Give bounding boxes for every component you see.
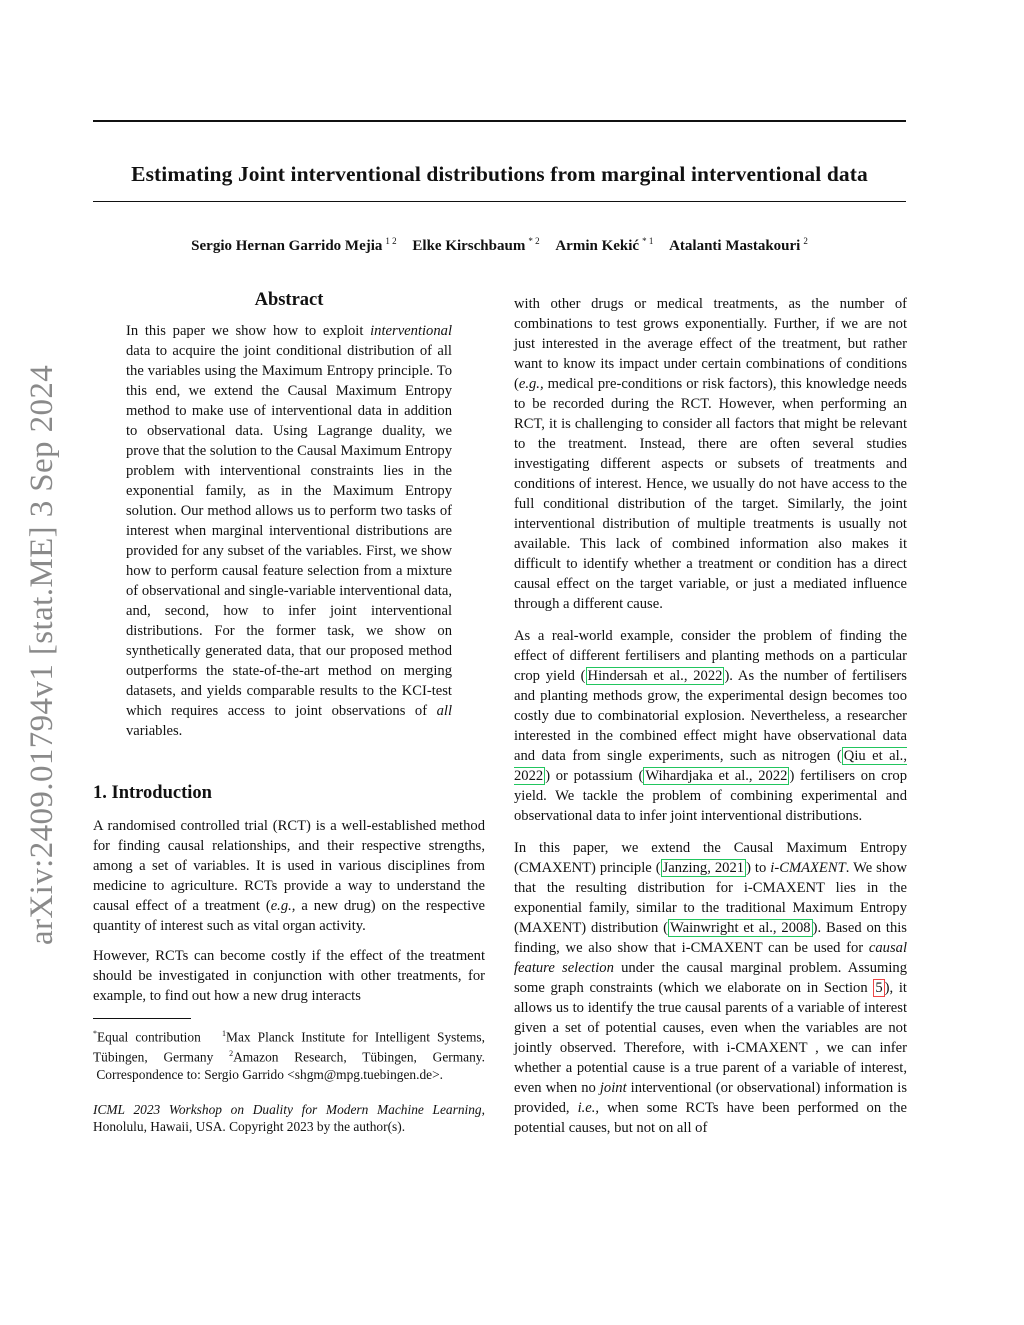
author-1 (191, 238, 396, 254)
abstract-text-part: In this paper we show how to exploit (126, 323, 371, 339)
paragraph-text: medical pre-conditions or risk factors), this knowledge needs to be recorded during the RCT. However, when performing an RCT, it is challenging to consider all factors that might be relevant to the treatment. Instead, there are often several studies investigating different aspects or subsets of treatments and conditions of interest. Hence, we usually do not have access to the full conditional distribution of the target. Similarly, the joint interventional distribution of multiple treatments is usually not available. This lack of combined information also makes it difficult to identify whether a treatment or condition has a direct causal effect on the target variable, or just a mediated influence through a different cause. (514, 376, 907, 612)
paper-title: Estimating Joint interventional distributions from marginal interventional data (131, 162, 868, 187)
footnote-mark: * (93, 1029, 97, 1038)
right-column (514, 294, 907, 1150)
intro-paragraph-5 (514, 838, 907, 1138)
paragraph-emphasis: e.g., (270, 898, 296, 914)
paragraph-text: . We show that the resulting distribution for i-CMAXENT lies in the exponential family, similar to the traditional Maximum Entropy (MAXENT) distribution ( (514, 860, 907, 936)
footnote-affiliation-2: Amazon Research, Tübingen, Germany. (233, 1049, 485, 1065)
venue-name: ICML 2023 Workshop on Duality for Modern Machine Learning (93, 1101, 482, 1117)
paragraph-text: In this paper, we extend the Causal Maximum Entropy (CMAXENT) principle ( (514, 840, 907, 876)
paragraph-text: when some RCTs have been performed on the potential causes, but not on all of (514, 1100, 907, 1136)
abstract-heading: Abstract (254, 290, 324, 310)
author-3 (555, 238, 653, 254)
author-affiliation-mark: 2 (803, 236, 808, 246)
paragraph-text: with other drugs or medical treatments, as the number of combinations to test grows exponentially. Further, if we are not just interested in the average effect of the treatment, but rather want to know its impact under certain combinations of conditions ( (514, 296, 907, 392)
paragraph-text: interventional (or observational) information is provided, (514, 1080, 908, 1116)
paragraph-text: ) or potassium ( (545, 768, 644, 784)
author-name: Sergio Hernan Garrido Mejia (191, 238, 383, 254)
intro-paragraph-2: However, RCTs can become costly if the effect of the treatment should be investigated in conjunction with other treatments, for example, to find out how a new drug interacts (93, 948, 485, 1004)
footnote-correspondence: Correspondence to: Sergio Garrido <shgm@mpg.tuebingen.de>. (96, 1066, 443, 1082)
author-name: Atalanti Mastakouri (669, 238, 801, 254)
paragraph-text: ). As the number of fertilisers and planting methods grow, the experimental design becomes too costly due to combinatorial explosion. Nevertheless, a researcher interested in the combined effect might have observational data and data from single experiments, such as nitrogen ( (514, 668, 907, 764)
footnote-rule (93, 1018, 191, 1019)
arxiv-identifier-stamp: arXiv:2409.01794v1 [stat.ME] 3 Sep 2024 (24, 364, 60, 945)
citation-link[interactable]: Wihardjaka et al., 2022 (645, 768, 788, 784)
paragraph-text: ). Based on this finding, we also show that i-CMAXENT can be used for (514, 920, 907, 956)
author-4 (669, 238, 808, 254)
paragraph-emphasis: i-CMAXENT (770, 860, 846, 876)
abstract-text-part: data to acquire the joint conditional distribution of all the variables using the Maximum Entropy principle. To this end, we extend the Causal Maximum Entropy method to make use of interventional data in addition to observational data. Using Lagrange duality, we prove that the solution to the Causal Maximum Entropy problem with interventional constraints lies in the exponential family, as in the Maximum Entropy solution. Our method allows us to perform two tasks of interest when marginal interventional distributions are provided for any subset of the variables. First, we show how to perform causal feature selection from a mixture of observational and single-variable interventional data, and, second, how to infer joint interventional distributions. For the former task, we show on synthetically generated data, that our proposed method outperforms the state-of-the-art method on merging datasets, and yields comparable results to the KCI-test which requires access to joint observations of (126, 343, 452, 719)
paragraph-emphasis: joint (599, 1080, 627, 1096)
paragraph-emphasis: e.g., (518, 376, 544, 392)
author-2 (412, 238, 539, 254)
title-top-rule (93, 120, 906, 122)
paragraph-emphasis: i.e., (577, 1100, 600, 1116)
paragraph-text: ) to (746, 860, 771, 876)
venue-note (93, 1101, 485, 1135)
section-reference-link[interactable]: 5 (875, 980, 883, 996)
paragraph-text: a new drug) on the respective quantity of interest such as vital organ activity. (93, 898, 486, 934)
author-affiliation-mark: 1 2 (385, 236, 397, 246)
abstract-text-part: variables. (126, 723, 183, 739)
left-column (93, 290, 485, 1135)
author-name: Elke Kirschbaum (412, 238, 526, 254)
citation-link[interactable]: Hindersah et al., 2022 (587, 668, 723, 684)
footnote-mark: 1 (222, 1029, 227, 1038)
citation-link[interactable]: Janzing, 2021 (662, 860, 745, 876)
paragraph-text: A randomised controlled trial (RCT) is a well-established method for finding causal relationships, and their respective strengths, among a set of variables. It is used in various disciplines from medicine to agriculture. RCTs provide a way to understand the causal effect of a treatment ( (93, 818, 485, 914)
affiliation-footnote (93, 1025, 485, 1083)
paragraph-text: As a real-world example, consider the problem of finding the effect of different fertilisers and planting methods on a particular crop yield ( (514, 628, 907, 684)
paragraph-text: under the causal marginal problem. Assuming some graph constraints (which we elaborate on in Section (514, 960, 907, 996)
venue-details: , Honolulu, Hawaii, USA. Copyright 2023 by the author(s). (93, 1101, 485, 1134)
citation-link[interactable]: Wainwright et al., 2008 (669, 920, 811, 936)
footnote-equal-contribution: Equal contribution (97, 1029, 201, 1045)
author-affiliation-mark: * 1 (642, 236, 654, 246)
footnote-mark: 2 (229, 1049, 234, 1059)
author-affiliation-mark: * 2 (528, 236, 540, 246)
intro-paragraph-1 (93, 816, 485, 936)
abstract-text (126, 321, 452, 741)
citation-link[interactable]: Qiu et al., 2022 (514, 748, 907, 784)
abstract-emphasis: all (436, 703, 452, 719)
intro-paragraph-4 (514, 626, 907, 826)
intro-paragraph-3 (514, 294, 907, 614)
abstract-emphasis: interventional (370, 323, 452, 339)
title-bottom-rule (93, 201, 906, 202)
paragraph-text: ), it allows us to identify the true causal parents of a variable of interest given a set of potential causes, even when the variables are not jointly observed. Therefore, with i-CMAXENT , we can infer whether a potential cause is a true parent of a variable of interest, even when no (514, 980, 907, 1096)
paragraph-text: ) fertilisers on crop yield. We tackle the problem of combining experimental and observational data to infer joint interventional distributions. (514, 768, 907, 824)
footnote-affiliation-1: Max Planck Institute for Intelligent Systems, Tübingen, Germany (93, 1029, 485, 1065)
paragraph-emphasis: causal feature selection (514, 940, 907, 976)
author-list (93, 236, 906, 255)
author-name: Armin Kekić (555, 238, 640, 254)
section-heading-introduction: 1. Introduction (93, 783, 212, 803)
